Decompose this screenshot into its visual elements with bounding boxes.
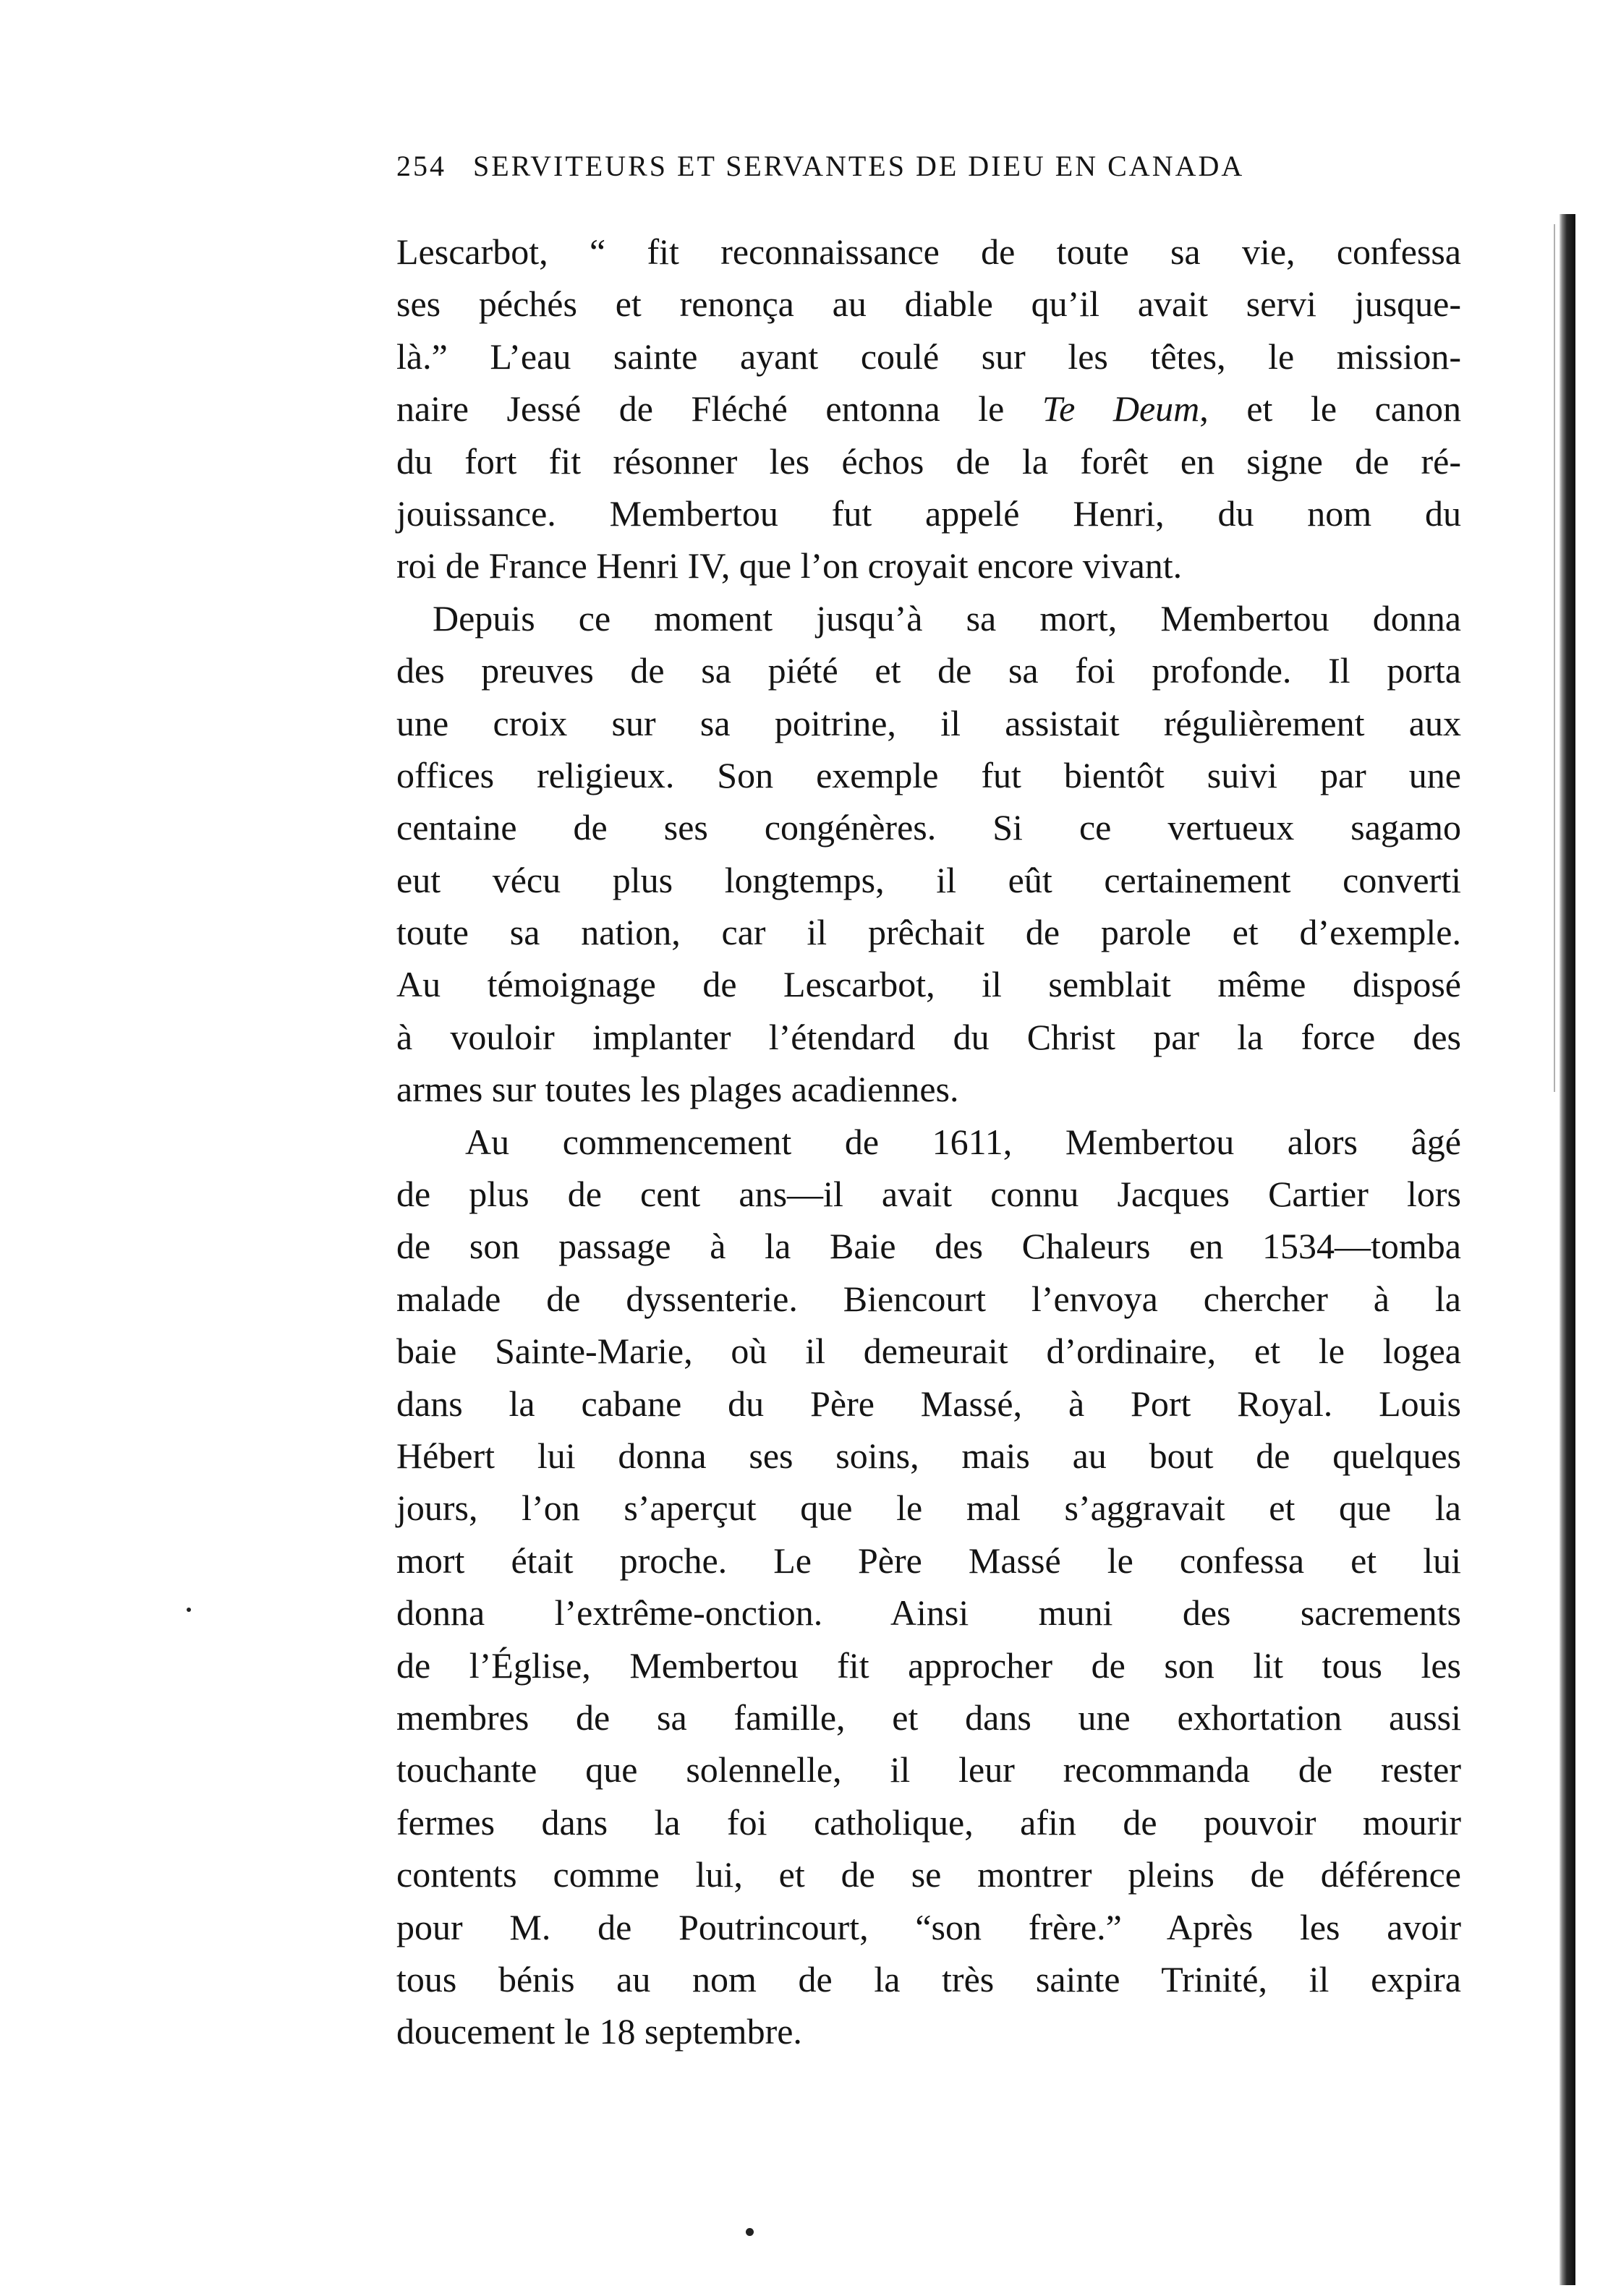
speck-mark <box>746 2228 754 2236</box>
speck-mark <box>187 1608 191 1612</box>
text-line: touchante que solennelle, il leur recommanda de rester <box>396 1749 1461 1791</box>
text-line: membres de sa famille, et dans une exhortation aussi <box>396 1697 1461 1738</box>
text-line: Au commencement de 1611, Membertou alors âgé <box>465 1121 1461 1162</box>
text-line: offices religieux. Son exemple fut bientôt suivi par une <box>396 754 1461 795</box>
text-line: dans la cabane du Père Massé, à Port Royal. Louis <box>396 1383 1461 1424</box>
text-line: mort était proche. Le Père Massé le confessa et lui <box>396 1540 1461 1581</box>
text-line: jouissance. Membertou fut appelé Henri, du nom du <box>396 492 1461 534</box>
text-line: tous bénis au nom de la très sainte Trinité, il expira <box>396 1958 1461 2000</box>
text-line: toute sa nation, car il prêchait de parole et d’exemple. <box>396 912 1461 953</box>
text-line: armes sur toutes les plages acadiennes. <box>396 1069 959 1110</box>
text-segment: , et le canon <box>1199 388 1461 430</box>
running-title: SERVITEURS ET SERVANTES DE DIEU EN CANADA <box>473 150 1245 182</box>
text-line: Hébert lui donna ses soins, mais au bout de quelques <box>396 1435 1461 1476</box>
body-text <box>396 226 1461 2058</box>
text-line: à vouloir implanter l’étendard du Christ par la force des <box>396 1016 1461 1057</box>
paragraph <box>396 1116 1461 2058</box>
text-line: une croix sur sa poitrine, il assistait régulièrement aux <box>396 702 1461 743</box>
running-header <box>396 149 1424 183</box>
text-line <box>396 383 1461 435</box>
paragraph <box>396 226 1461 592</box>
text-line: centaine de ses congénères. Si ce vertueux sagamo <box>396 807 1461 848</box>
text-line: malade de dyssenterie. Biencourt l’envoya chercher à la <box>396 1278 1461 1319</box>
text-line: des preuves de sa piété et de sa foi profonde. Il porta <box>396 650 1461 691</box>
text-line: roi de France Henri IV, que l’on croyait encore vivant. <box>396 545 1183 586</box>
text-line: eut vécu plus longtemps, il eût certainement converti <box>396 859 1461 900</box>
text-line: doucement le 18 septembre. <box>396 2011 802 2052</box>
text-line: de son passage à la Baie des Chaleurs en 1534—tomba <box>396 1226 1461 1267</box>
page-number: 254 <box>396 150 446 182</box>
text-segment: naire Jessé de Fléché entonna le <box>396 388 1042 430</box>
italic-title: Te Deum <box>1042 388 1200 430</box>
paragraph <box>396 592 1461 1116</box>
text-line: de l’Église, Membertou fit approcher de son lit tous les <box>396 1644 1461 1686</box>
text-line: baie Sainte-Marie, où il demeurait d’ordinaire, et le logea <box>396 1331 1461 1372</box>
text-line: contents comme lui, et de se montrer pleins de déférence <box>396 1854 1461 1895</box>
text-line: fermes dans la foi catholique, afin de pouvoir mourir <box>396 1801 1461 1843</box>
text-line: Au témoignage de Lescarbot, il semblait même disposé <box>396 964 1461 1005</box>
text-line: ses péchés et renonça au diable qu’il avait servi jusque- <box>396 283 1461 325</box>
text-line: Lescarbot, “ fit reconnaissance de toute sa vie, confessa <box>396 231 1461 272</box>
text-line: Depuis ce moment jusqu’à sa mort, Membertou donna <box>433 597 1461 639</box>
text-line: là.” L’eau sainte ayant coulé sur les têtes, le mission- <box>396 336 1461 377</box>
text-line: de plus de cent ans—il avait connu Jacques Cartier lors <box>396 1174 1461 1215</box>
text-line: pour M. de Poutrincourt, “son frère.” Après les avoir <box>396 1906 1461 1947</box>
text-line: jours, l’on s’aperçut que le mal s’aggravait et que la <box>396 1488 1461 1529</box>
binding-edge-shadow <box>1560 214 1575 2285</box>
text-line: donna l’extrême-onction. Ainsi muni des sacrements <box>396 1592 1461 1634</box>
text-line: du fort fit résonner les échos de la forêt en signe de ré- <box>396 440 1461 482</box>
page-crease <box>1554 224 1555 1092</box>
